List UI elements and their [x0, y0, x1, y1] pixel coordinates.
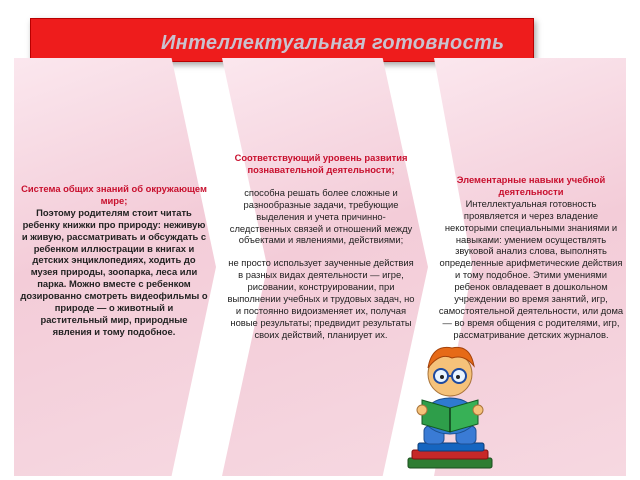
column-2-paragraph-1: способна решать более сложные и разнообразные задачи, требующие выделения и учета причинно-следственных связей и отношений между объектами и явлениями, действиями; [229, 186, 413, 246]
column-2-paragraph-2: не просто использует заученные действия в разных видах деятельности — игре, рисовании, конструировании, при выполнении учебных и трудовых задач, но и постоянно видоизменяет их, получая новые результаты; предвидит результаты своих действий, планирует их. [227, 257, 415, 340]
reading-boy-illustration [400, 338, 504, 474]
title-banner [30, 18, 534, 62]
column-3-body: Интеллектуальная готовность проявляется и через владение некоторыми специальными знаниями и навыками: умением осуществлять звуковой анализ слова, выполнять определенные арифметические действия и тому подобное. Этими умениями ребенок овладевает в дошкольном учреждении во время занятий, игр, самостоятельной деятельности, или дома — во время общения с родителями, игр, рассматривание детских журналов. [438, 197, 624, 340]
column-2-text [227, 152, 415, 341]
column-2-heading: Соответствующий уровень развития познавательной деятельности; [234, 152, 408, 175]
column-3-heading: Элементарные навыки учебной деятельности [456, 174, 606, 197]
column-1-heading: Система общих знаний об окружающем мире; [21, 183, 207, 206]
column-1-body: Поэтому родителям стоит читать ребенку книжки про природу: неживую и живую, рассматривать и обсуждать с ребенком иллюстрации в книгах и детских энциклопедиях, ходить до музея природы, зоопарка, леса или парка. Можно вместе с ребенком дозированно смотреть видеофильмы о природе — о животный и растительный мир, природные явления и тому подобное. [20, 206, 208, 337]
column-3-text [438, 174, 624, 341]
slide-title: Интеллектуальная готовность [161, 32, 505, 54]
column-1-text [20, 183, 208, 338]
